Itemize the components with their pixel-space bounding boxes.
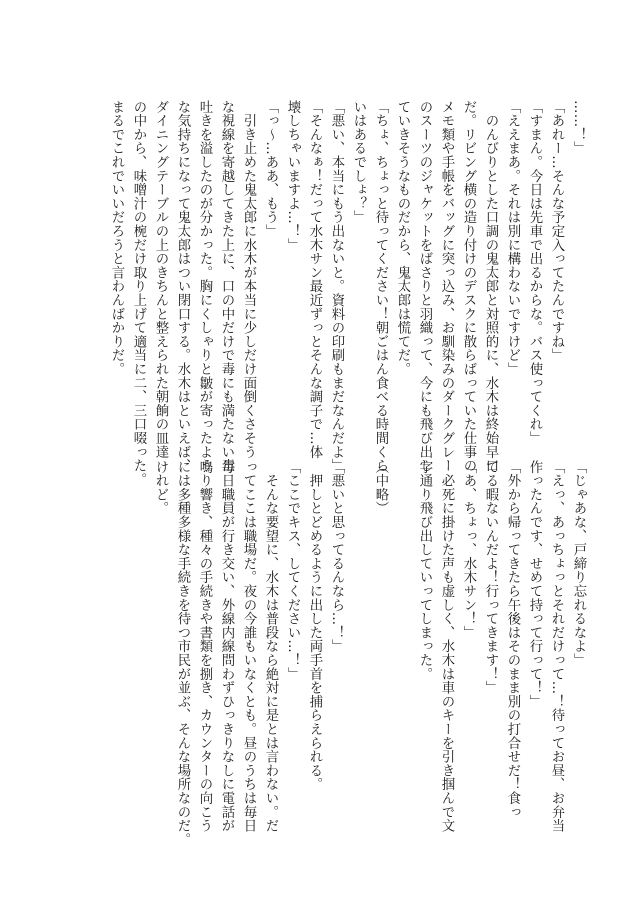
text-column: 壊しちゃいますよ…！」 (285, 100, 300, 252)
text-column: ってここは職場だ。夜の今誰もいなくとも。昼のうちは毎日 (241, 460, 256, 833)
text-column: 「ここでキス、してください…！」 (285, 460, 300, 681)
text-column: 「えっ、あっちょっとそれだけって…！待ってお昼、お弁当 (549, 460, 564, 833)
text-column: ていきそうなものだから、鬼太郎は慌てだ。 (395, 100, 410, 376)
text-column: まるでこれでいいだろうと言わんばかりだ。 (109, 100, 124, 376)
text-column: だ。リビング横の造り付けのデスクに散らばっていた仕事の (461, 100, 476, 473)
text-column: 鳴り響き、種々の手続きや書類を捌き、カウンターの向こう (197, 460, 212, 833)
text-column: 必死に掛けた声も虚しく、水木は車のキーを引き掴んで文 (439, 460, 454, 833)
text-column: いはあるでしょ？」 (351, 100, 366, 225)
text-column: 「外から帰ってきたら午後はそのまま別の打合せだ！食っ (505, 460, 520, 819)
text-column: 「あれー…そんな予定入ってたんですね」 (549, 100, 564, 363)
text-column: の中から、味噌汁の椀だけ取り上げて適当に二、三口啜った。 (131, 100, 146, 487)
text-column: 「っ～…ああ、もう」 (263, 100, 278, 238)
text-column: ダイニングテーブルの上のきちんと整えられた朝餉の皿達 (153, 100, 168, 459)
text-column: 引き止めた鬼太郎に水木が本当に少しだけ面倒くさそう (241, 100, 256, 459)
section-break: （中略） (373, 460, 388, 516)
text-column: 「じゃあな、戸締り忘れるなよ」 (571, 460, 586, 667)
text-column: な気持ちになって鬼太郎はつい閉口する。水木はといえば、 (175, 100, 190, 473)
text-column: 「そんなぁ！だって水木サン最近ずっとそんな調子で…体 (307, 100, 322, 459)
text-column: てる暇ないんだよ！行ってきます！」 (483, 460, 498, 695)
text-column: 作ったんです、せめて持って行って！」 (527, 460, 542, 709)
text-column: な視線を寄越してきた上に、口の中だけで毒にも満たない毒 (219, 100, 234, 473)
text-column: 「悪いと思ってるんなら…！」 (329, 460, 344, 654)
text-column: 「あ、ちょっ、水木サン！」 (461, 460, 476, 640)
text-column: 「ええまあ。それは別に構わないですけど」 (505, 100, 520, 376)
text-column: には多種多様な手続きを待つ市民が並ぶ、そんな場所なのだ。 (175, 460, 190, 847)
text-column: 毎日職員が行き交い、外線内線問わずひっきりなしに電話が (219, 460, 234, 833)
text-column: 「すまん。今日は先車で出るからな。バス使ってくれ」 (527, 100, 542, 445)
text-column: のスーツのジャケットをばさりと羽織って、今にも飛び出し (417, 100, 432, 473)
text-column: 「ちょ、ちょっと待ってください！朝ごはん食べる時間くら (373, 100, 388, 473)
text-column: ……！」 (571, 100, 586, 156)
text-column: 字通り飛び出していってしまった。 (417, 460, 432, 681)
text-column: メモ類や手帳をバッグに突っ込み、お馴染みのダークグレー (439, 100, 454, 473)
text-column: そんな要望に、水木は普段なら絶対に是とは言わない。だ (263, 460, 278, 833)
text-column: のんびりとした口調の鬼太郎と対照的に、水木は終始早口 (483, 100, 498, 473)
text-column: 吐きを溢したのが分かった。胸にくしゃりと皺が寄ったよう (197, 100, 212, 473)
text-column: けれど。 (153, 460, 168, 516)
text-column: 押しとどめるように出した両手首を捕らえられる。 (307, 460, 322, 792)
text-column: 「悪い、本当にもう出ないと。資料の印刷もまだなんだよ」 (329, 100, 344, 473)
